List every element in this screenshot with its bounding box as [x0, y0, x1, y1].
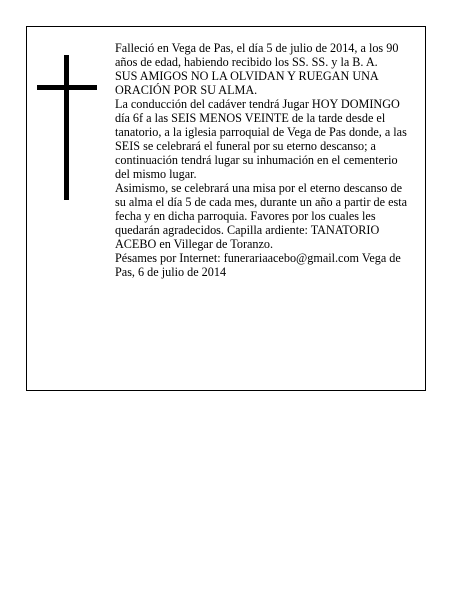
cross-vertical-bar: [64, 55, 69, 200]
notice-paragraph-funeral: La conducción del cadáver tendrá Jugar HOY DOMINGO día 6f a las SEIS MENOS VEINTE de la tarde desde el tanatorio, a la iglesia parroquial de Vega de Pas donde, a las SEIS se celebrará el funeral por su eterno descanso; a continuación tendrá lugar su inhumación en el cementerio del mismo lugar.: [115, 97, 407, 181]
cross-horizontal-bar: [37, 85, 97, 90]
notice-paragraph-condolences: Pésames por Internet: funerariaacebo@gmail.com Vega de Pas, 6 de julio de 2014: [115, 251, 401, 279]
notice-paragraph-prayer: SUS AMIGOS NO LA OLVIDAN Y RUEGAN UNA ORACIÓN POR SU ALMA.: [115, 69, 379, 97]
cross-icon: [37, 55, 97, 200]
notice-text: [115, 41, 415, 279]
obituary-notice: [26, 26, 426, 391]
notice-paragraph-death: Falleció en Vega de Pas, el día 5 de julio de 2014, a los 90 años de edad, habiendo recibido los SS. SS. y la B. A.: [115, 41, 399, 69]
notice-paragraph-mass: Asimismo, se celebrará una misa por el eterno descanso de su alma el día 5 de cada mes, durante un año a partir de esta fecha y en dicha parroquia. Favores por los cuales les quedarán agradecidos. Capilla ardiente: TANATORIO ACEBO en Villegar de Toranzo.: [115, 181, 408, 251]
